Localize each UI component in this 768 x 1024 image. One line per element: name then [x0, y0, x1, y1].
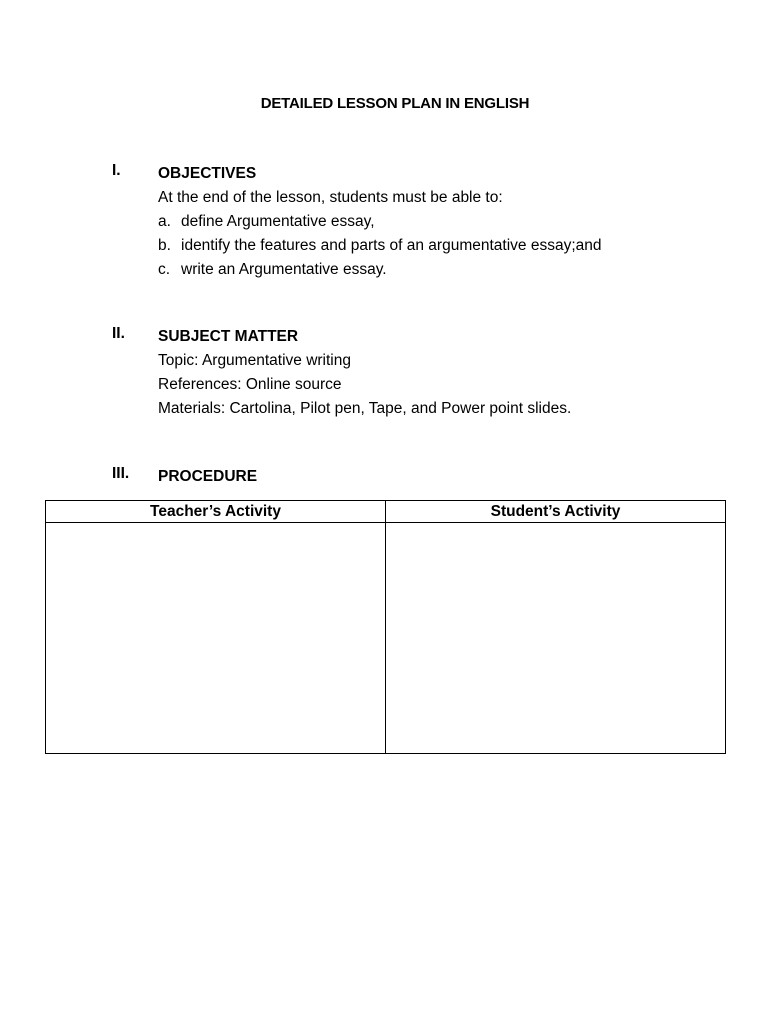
section-number: II. [112, 325, 125, 342]
section-number: III. [112, 465, 130, 482]
section-heading: SUBJECT MATTER [158, 328, 299, 345]
objective-item [158, 234, 758, 258]
list-text: identify the features and parts of an argumentative essay;and [181, 237, 602, 254]
subject-materials: Materials: Cartolina, Pilot pen, Tape, and Power point slides. [158, 400, 572, 417]
table-row [46, 523, 726, 754]
list-text: write an Argumentative essay. [181, 261, 387, 278]
teacher-activity-cell [46, 523, 386, 754]
section-heading: OBJECTIVES [158, 165, 257, 182]
objective-item [158, 210, 758, 234]
table-header-row [46, 501, 726, 523]
subject-topic: Topic: Argumentative writing [158, 352, 351, 369]
objectives-intro: At the end of the lesson, students must be able to: [158, 189, 503, 206]
list-letter: b. [158, 237, 171, 254]
list-text: define Argumentative essay, [181, 213, 375, 230]
section-number: I. [112, 162, 121, 179]
section-body [158, 325, 758, 421]
objective-item [158, 258, 758, 282]
student-activity-header: Student’s Activity [386, 501, 726, 523]
student-activity-cell [386, 523, 726, 754]
procedure-table [45, 500, 726, 754]
teacher-activity-header: Teacher’s Activity [46, 501, 386, 523]
document-title: DETAILED LESSON PLAN IN ENGLISH [260, 95, 530, 112]
section-body [158, 162, 758, 282]
section-heading: PROCEDURE [158, 468, 258, 485]
list-letter: c. [158, 261, 171, 278]
list-letter: a. [158, 213, 171, 230]
section-body [158, 465, 758, 489]
subject-references: References: Online source [158, 376, 342, 393]
